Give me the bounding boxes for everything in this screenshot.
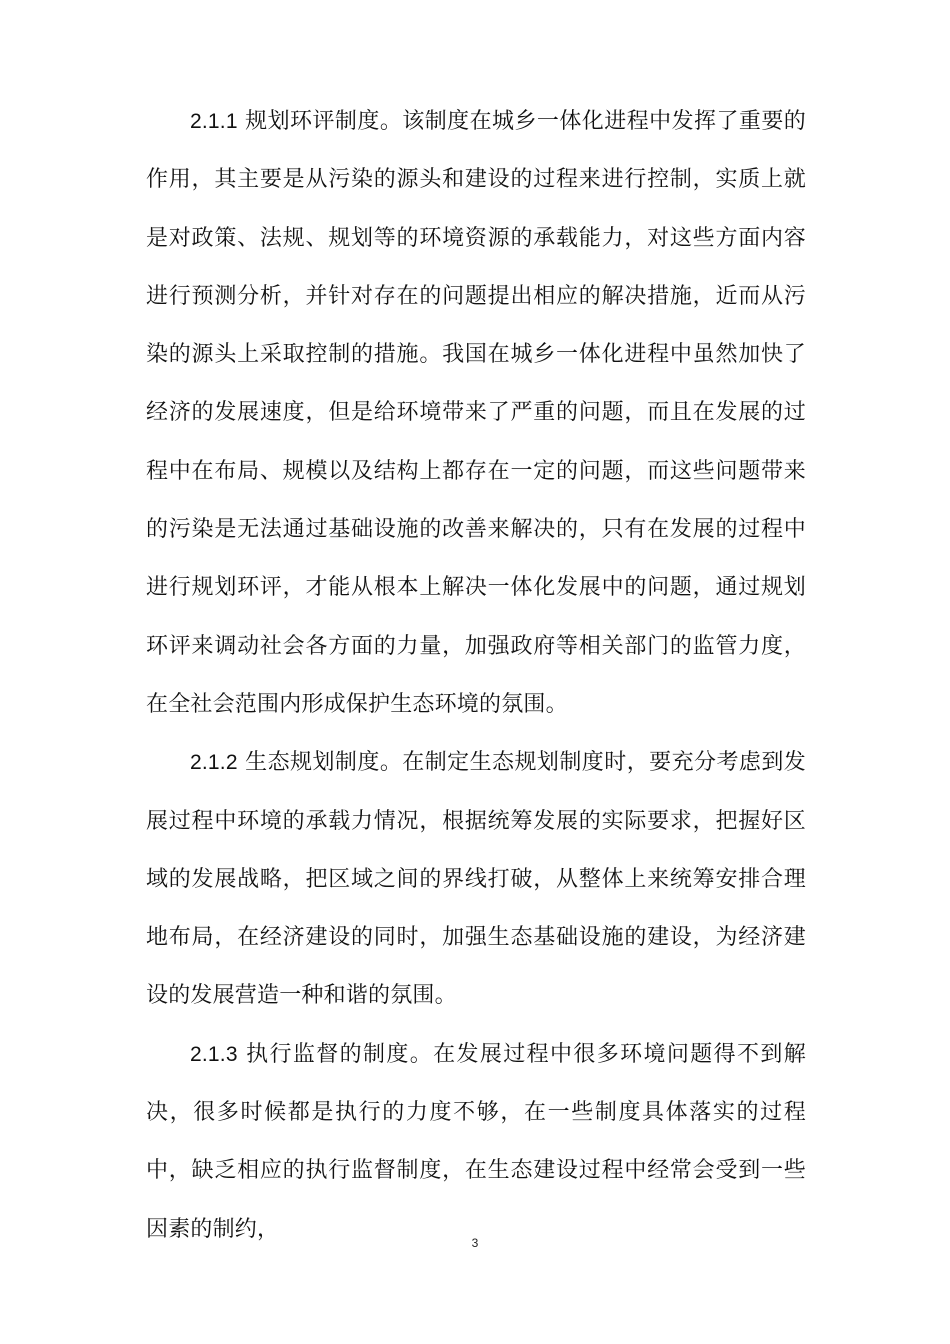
body-text [146,93,806,1259]
paragraph-text: 执行监督的制度。在发展过程中很多环境问题得不到解决，很多时候都是执行的力度不够，在一些制度具体落实的过程中，缺乏相应的执行监督制度，在生态建设过程中经常会受到一些因素的制约， [146,1041,806,1242]
paragraph-2-1-1 [146,93,806,734]
section-number: 2.1.1 [190,110,238,133]
paragraph-2-1-3 [146,1026,806,1259]
paragraph-2-1-2 [146,734,806,1025]
section-number: 2.1.3 [190,1042,238,1066]
paragraph-text: 生态规划制度。在制定生态规划制度时，要充分考虑到发展过程中环境的承载力情况，根据统筹发展的实际要求，把握好区域的发展战略，把区域之间的界线打破，从整体上来统筹安排合理地布局，在经济建设的同时，加强生态基础设施的建设，为经济建设的发展营造一种和谐的氛围。 [146,750,806,1009]
section-number: 2.1.2 [190,751,238,775]
page-number: 3 [471,1236,479,1250]
paragraph-text: 规划环评制度。该制度在城乡一体化进程中发挥了重要的作用，其主要是从污染的源头和建设的过程来进行控制，实质上就是对政策、法规、规划等的环境资源的承载能力，对这些方面内容进行预测分析，并针对存在的问题提出相应的解决措施，近而从污染的源头上采取控制的措施。我国在城乡一体化进程中虽然加快了经济的发展速度，但是给环境带来了严重的问题，而且在发展的过程中在布局、规模以及结构上都存在一定的问题，而这些问题带来的污染是无法通过基础设施的改善来解决的，只有在发展的过程中进行规划环评，才能从根本上解决一体化发展中的问题，通过规划环评来调动社会各方面的力量，加强政府等相关部门的监管力度，在全社会范围内形成保护生态环境的氛围。 [146,109,806,717]
